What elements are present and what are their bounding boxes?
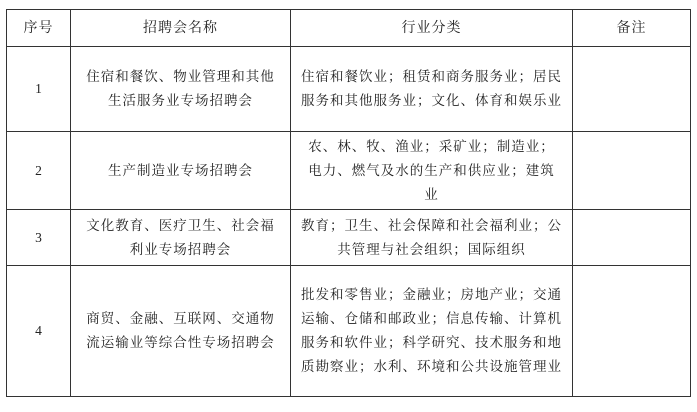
- row-serial-number: 4: [7, 266, 71, 397]
- industry-text: 农、林、牧、渔业；采矿业；制造业；电力、燃气及水的生产和供应业；建筑业: [308, 138, 555, 203]
- industry-text: 批发和零售业；金融业；房地产业；交通运输、仓储和邮政业；信息传输、计算机服务和软件业；科学研究、技术服务和地质勘察业；水利、环境和公共设施管理业: [301, 287, 562, 375]
- table-header: [7, 10, 691, 47]
- header-fair-name: 招聘会名称: [71, 10, 291, 47]
- row-remarks: [573, 132, 691, 210]
- fair-name-text: 文化教育、医疗卫生、社会福利业专场招聘会: [86, 217, 275, 258]
- fair-name-text: 住宿和餐饮、物业管理和其他生活服务业专场招聘会: [86, 69, 275, 109]
- job-fair-table: [6, 9, 691, 397]
- table-row: [7, 210, 691, 266]
- row-industry-category: [291, 210, 573, 266]
- row-fair-name: [71, 47, 291, 132]
- fair-name-text: 生产制造业专场招聘会: [108, 162, 253, 179]
- row-fair-name: [71, 132, 291, 210]
- row-serial-number: 3: [7, 210, 71, 266]
- row-industry-category: [291, 47, 573, 132]
- table-row: [7, 47, 691, 132]
- row-serial-number: 1: [7, 47, 71, 132]
- header-serial-number: 序号: [7, 10, 71, 47]
- header-remarks: 备注: [573, 10, 691, 47]
- industry-text: 住宿和餐饮业；租赁和商务服务业；居民服务和其他服务业；文化、体育和娱乐业: [301, 69, 562, 109]
- table-row: [7, 266, 691, 397]
- row-fair-name: [71, 210, 291, 266]
- industry-text: 教育；卫生、社会保障和社会福利业；公共管理与社会组织；国际组织: [301, 217, 562, 258]
- row-serial-number: 2: [7, 132, 71, 210]
- header-row: [7, 10, 691, 47]
- row-fair-name: [71, 266, 291, 397]
- fair-name-text: 商贸、金融、互联网、交通物流运输业等综合性专场招聘会: [86, 311, 275, 351]
- row-remarks: [573, 47, 691, 132]
- row-industry-category: [291, 132, 573, 210]
- row-industry-category: [291, 266, 573, 397]
- row-remarks: [573, 266, 691, 397]
- header-industry-category: 行业分类: [291, 10, 573, 47]
- row-remarks: [573, 210, 691, 266]
- table-row: [7, 132, 691, 210]
- table-body: [7, 47, 691, 397]
